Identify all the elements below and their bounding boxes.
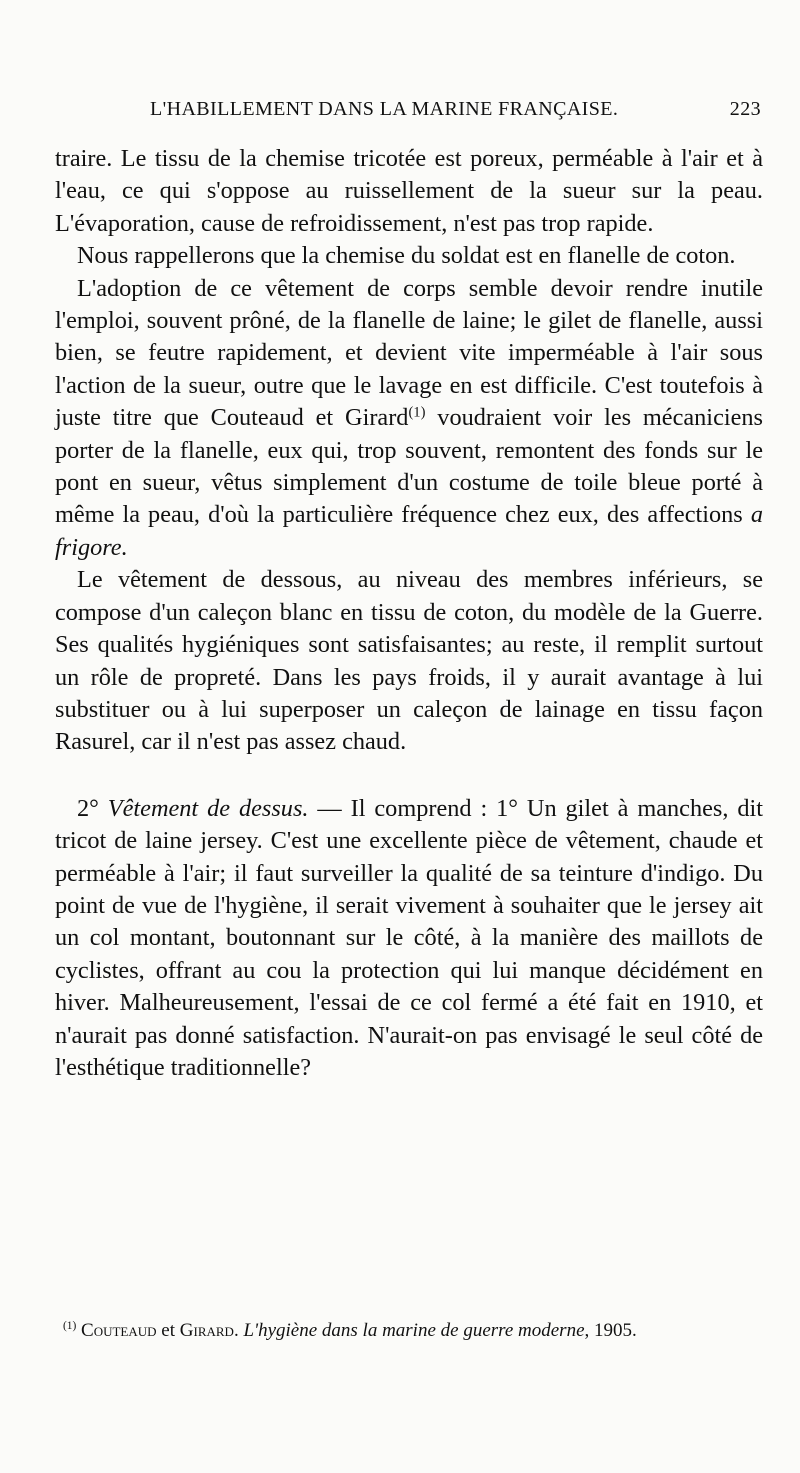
- page-number: 223: [729, 98, 761, 120]
- paragraph-5-text: — Il comprend : 1° Un gilet à manches, dit tricot de laine jersey. C'est une excellente pièce de vêtement, chaude et perméable à l'air; il faut surveiller la qualité de sa teinture d'indigo. Du point de vue de l'hygiène, il serait vivement à souhaiter que le jersey ait un col montant, boutonnant sur le côté, à la manière des maillots de cyclistes, offrant au cou la protection qui lui manque décidément en hiver. Malheureusement, l'essai de ce col fermé a été fait en 1910, et n'aurait pas donné satisfaction. N'aurait-on pas envisagé le seul côté de l'esthétique traditionnelle?: [55, 794, 763, 1081]
- section-gap: [55, 759, 763, 793]
- paragraph-3-text-b: voudraient voir les mécaniciens porter de la flanelle, eux qui, trop souvent, remontent des fonds sur le pont en sueur, vêtus simplement d'un costume de toile bleue porté à même la peau, d'où la particulière fréquence chez eux, des affections: [55, 404, 763, 529]
- footnote-connector: et: [156, 1320, 180, 1341]
- section-number: 2°: [77, 794, 99, 822]
- paragraph-3-italic: a frigore.: [55, 501, 763, 561]
- paragraph-3: [55, 273, 763, 565]
- paragraph-5: [55, 793, 763, 1085]
- paragraph-1: traire. Le tissu de la chemise tricotée est poreux, perméable à l'air et à l'eau, ce qui s'oppose au ruissellement de la sueur sur la peau. L'évaporation, cause de refroidissement, n'est pas trop rapide.: [55, 145, 763, 237]
- body-text: [55, 143, 763, 1084]
- paragraph-2: Nous rappellerons que la chemise du soldat est en flanelle de coton.: [77, 242, 736, 270]
- footnote-separator: .: [233, 1320, 244, 1341]
- running-header: [55, 98, 765, 132]
- footnote-marker: (1): [63, 1320, 77, 1333]
- footnote-year: , 1905.: [584, 1320, 637, 1341]
- paragraph-4: Le vêtement de dessous, au niveau des membres inférieurs, se compose d'un caleçon blanc en tissu de coton, du modèle de la Guerre. Ses qualités hygiéniques sont satisfaisantes; au reste, il remplit surtout un rôle de propreté. Dans les pays froids, il y aurait avantage à lui substituer ou à lui superposer un caleçon de lainage en tissu façon Rasurel, car il n'est pas assez chaud.: [55, 566, 763, 756]
- footnote-reference[interactable]: (1): [408, 404, 426, 421]
- footnote: [55, 1317, 763, 1345]
- footnote-author-2: Girard: [179, 1320, 234, 1341]
- section-heading: Vêtement de dessus.: [107, 794, 309, 822]
- footnote-title: L'hygiène dans la marine de guerre moderne: [243, 1320, 585, 1341]
- running-title: L'HABILLEMENT DANS LA MARINE FRANÇAISE.: [150, 98, 619, 120]
- paragraph-3-text-a: L'adoption de ce vêtement de corps semble devoir rendre inutile l'emploi, souvent prôné, de la flanelle de laine; le gilet de flanelle, aussi bien, se feutre rapidement, et devient vite imperméable à l'air sous l'action de la sueur, outre que le lavage en est difficile. C'est toutefois à juste titre que Couteaud et Girard: [55, 274, 763, 432]
- footnote-author-1: Couteaud: [81, 1320, 157, 1341]
